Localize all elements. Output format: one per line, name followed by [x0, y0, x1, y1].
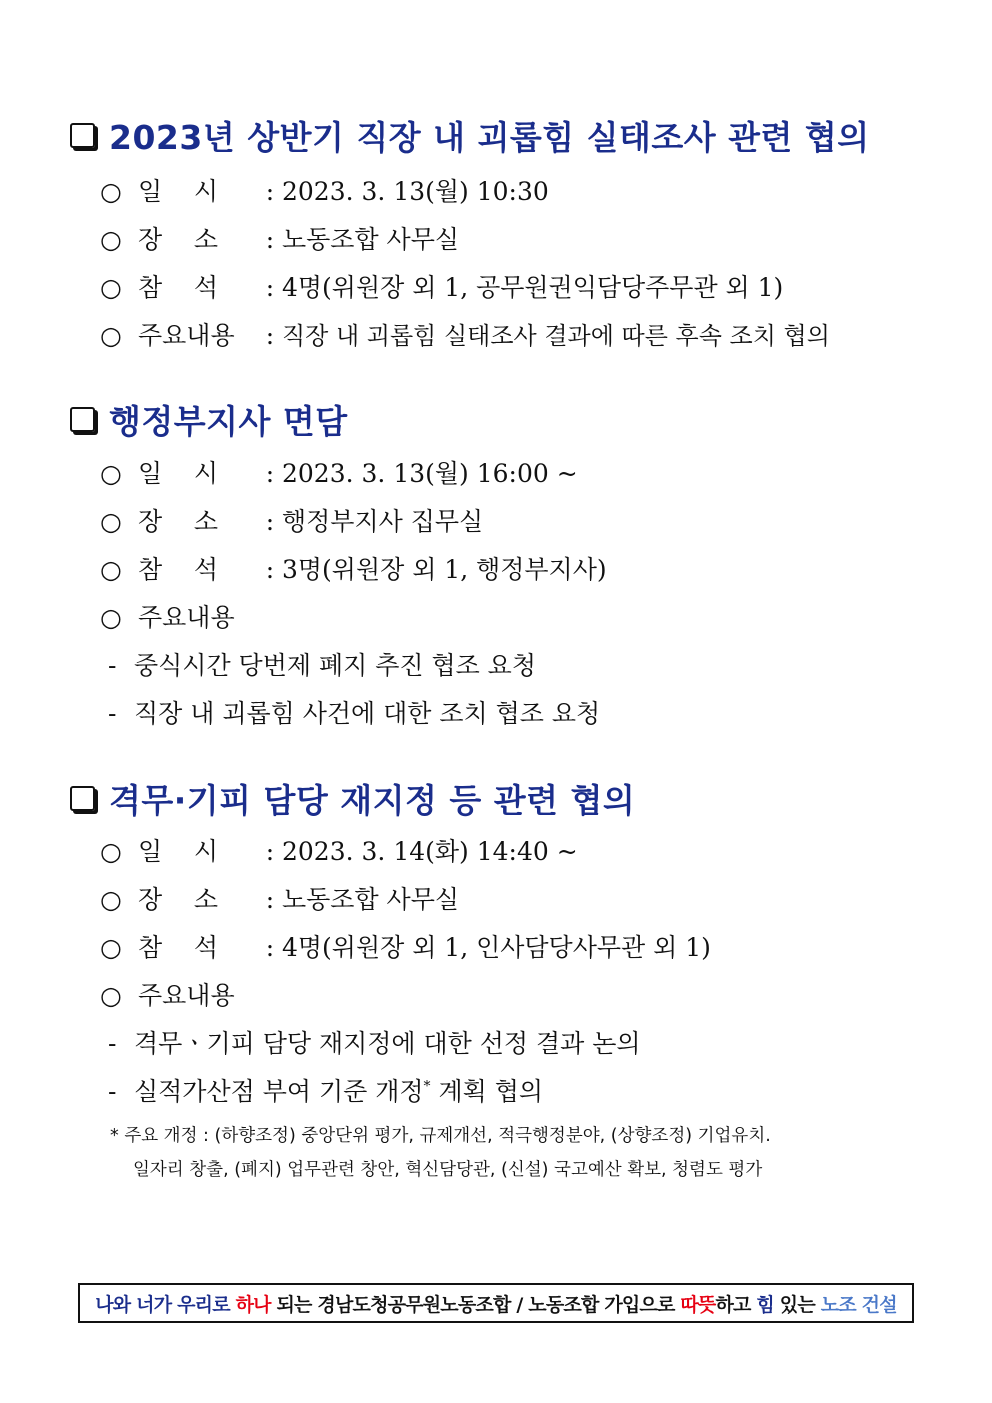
- info-row-attendees: [100, 931, 711, 965]
- info-row-date: [100, 457, 578, 491]
- circle-bullet-icon: ○: [100, 603, 122, 632]
- circle-bullet-icon: ○: [100, 225, 122, 254]
- slogan-part: 따뜻: [680, 1293, 716, 1316]
- row-value: 3명(위원장 외 1, 행정부지사): [282, 555, 607, 584]
- circle-bullet-icon: ○: [100, 837, 122, 866]
- row-label: 일 시: [138, 837, 219, 866]
- circle-bullet-icon: ○: [100, 459, 122, 488]
- section-title-text: 행정부지사 면담: [109, 402, 348, 441]
- slogan-part: 있는: [773, 1293, 821, 1316]
- row-value: 4명(위원장 외 1, 인사담당사무관 외 1): [282, 933, 711, 962]
- info-row-place: [100, 505, 483, 539]
- sub-item: [108, 697, 600, 731]
- section-title-text: 격무·기피 담당 재지정 등 관련 협의: [109, 781, 636, 820]
- sub-item-text: 실적가산점 부여 기준 개정: [134, 1077, 424, 1106]
- info-row-place: [100, 883, 459, 917]
- row-value: 2023. 3. 14(화) 14:40 ~: [282, 837, 578, 866]
- slogan-part: 하나: [235, 1293, 271, 1316]
- slogan-part: 하고: [715, 1293, 757, 1316]
- sub-item-text: 직장 내 괴롭힘 사건에 대한 조치 협조 요청: [134, 699, 601, 728]
- row-value: 직장 내 괴롭힘 실태조사 결과에 따른 후속 조치 협의: [282, 322, 830, 350]
- info-row-date: [100, 175, 549, 209]
- row-value: 4명(위원장 외 1, 공무원권익담당주무관 외 1): [282, 273, 784, 302]
- row-colon: :: [265, 459, 275, 488]
- row-label: 일 시: [138, 459, 219, 488]
- footnote-line-2: 일자리 창출, (폐지) 업무관련 창안, 혁신담당관, (신설) 국고예산 확보, 청렴도 평가: [133, 1160, 763, 1180]
- sub-item: [108, 649, 536, 683]
- circle-bullet-icon: ○: [100, 273, 122, 302]
- sub-item: [108, 1075, 543, 1109]
- row-colon: :: [265, 885, 275, 914]
- row-label: 주요내용: [138, 981, 235, 1010]
- info-row-attendees: [100, 553, 607, 587]
- section-title-text: 2023년 상반기 직장 내 괴롭힘 실태조사 관련 협의: [109, 118, 870, 157]
- circle-bullet-icon: ○: [100, 981, 122, 1010]
- circle-bullet-icon: ○: [100, 177, 122, 206]
- footnote-marker: *: [423, 1078, 431, 1095]
- row-colon: :: [265, 507, 275, 536]
- circle-bullet-icon: ○: [100, 885, 122, 914]
- row-label: 참 석: [138, 933, 219, 962]
- row-colon: :: [265, 177, 275, 206]
- info-row-attendees: [100, 271, 783, 305]
- info-row-content: [100, 319, 830, 353]
- row-colon: :: [265, 933, 275, 962]
- row-colon: :: [265, 225, 275, 254]
- row-label: 장 소: [138, 885, 219, 914]
- dash-bullet: -: [108, 699, 117, 728]
- circle-bullet-icon: ○: [100, 933, 122, 962]
- row-value: 노동조합 사무실: [282, 225, 459, 254]
- square-bullet-icon: [70, 786, 95, 811]
- section-title-2: [70, 396, 348, 443]
- slogan-part: 노조 건설: [820, 1293, 897, 1316]
- sub-item-text: 격무ㆍ기피 담당 재지정에 대한 선정 결과 논의: [134, 1029, 641, 1058]
- slogan-part: 되는 경남도청공무원노동조합 / 노동조합 가입으로: [270, 1293, 681, 1316]
- section-title-3: [70, 775, 635, 822]
- dash-bullet: -: [108, 1077, 117, 1106]
- info-row-content: [100, 601, 235, 635]
- circle-bullet-icon: ○: [100, 321, 122, 350]
- square-bullet-icon: [70, 123, 95, 148]
- footnote-line-1: * 주요 개정 : (하향조정) 중앙단위 평가, 규제개선, 적극행정분야, (상향조정) 기업유치.: [110, 1126, 771, 1146]
- row-value: 노동조합 사무실: [282, 885, 459, 914]
- row-value: 2023. 3. 13(월) 16:00 ~: [282, 459, 578, 488]
- row-label: 주요내용: [138, 603, 235, 632]
- row-label: 참 석: [138, 555, 219, 584]
- slogan-part: 힘: [756, 1293, 774, 1316]
- info-row-date: [100, 835, 578, 869]
- circle-bullet-icon: ○: [100, 507, 122, 536]
- row-label: 참 석: [138, 273, 219, 302]
- row-label: 일 시: [138, 177, 219, 206]
- info-row-place: [100, 223, 459, 257]
- row-value: 행정부지사 집무실: [282, 507, 484, 536]
- row-colon: :: [265, 837, 275, 866]
- row-label: 주요내용: [138, 321, 235, 350]
- slogan-part: 나와 너가 우리로: [95, 1293, 236, 1316]
- footer-slogan: [78, 1283, 914, 1323]
- sub-item: [108, 1027, 641, 1061]
- circle-bullet-icon: ○: [100, 555, 122, 584]
- dash-bullet: -: [108, 1029, 117, 1058]
- row-value: 2023. 3. 13(월) 10:30: [282, 177, 549, 206]
- info-row-content: [100, 979, 235, 1013]
- row-colon: :: [265, 321, 275, 350]
- sub-item-text-after: 계획 협의: [430, 1077, 543, 1106]
- dash-bullet: -: [108, 651, 117, 680]
- row-label: 장 소: [138, 225, 219, 254]
- row-label: 장 소: [138, 507, 219, 536]
- row-colon: :: [265, 273, 275, 302]
- section-title-1: [70, 112, 870, 159]
- square-bullet-icon: [70, 407, 95, 432]
- sub-item-text: 중식시간 당번제 폐지 추진 협조 요청: [134, 651, 536, 680]
- row-colon: :: [265, 555, 275, 584]
